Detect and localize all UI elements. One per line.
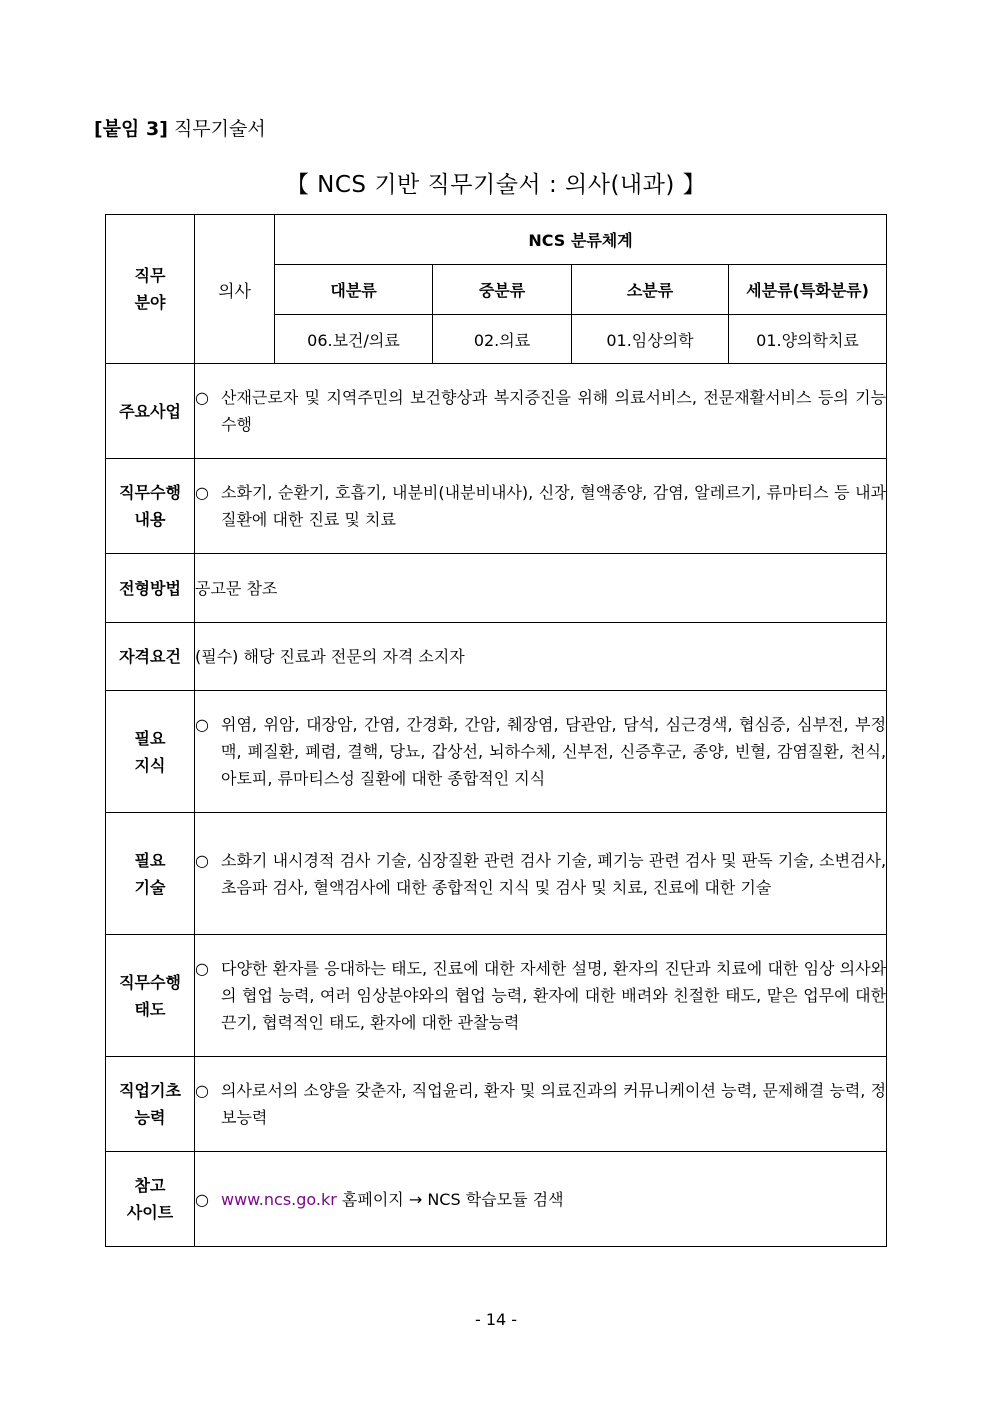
row-text: 소화기 내시경적 검사 기술, 심장질환 관련 검사 기술, 폐기능 관련 검사 및 판독 기술, 소변검사, 초음파 검사, 혈액검사에 대한 종합적인 지식 및 검사 및 치료, 진료에 대한 기술 <box>221 850 887 897</box>
job-description-table <box>105 214 887 1247</box>
val-detail: 01.양의학치료 <box>729 315 887 364</box>
bullet-icon: ○ <box>195 959 209 978</box>
table-row <box>106 623 887 691</box>
table-row <box>106 813 887 935</box>
table-row <box>106 1152 887 1247</box>
bullet-icon: ○ <box>195 483 209 502</box>
val-major: 06.보건/의료 <box>275 315 433 364</box>
bullet-icon: ○ <box>195 715 209 734</box>
row-content <box>195 1057 887 1152</box>
row-text: 소화기, 순환기, 호흡기, 내분비(내분비내사), 신장, 혈액종양, 감염, 알레르기, 류마티스 등 내과 질환에 대한 진료 및 치료 <box>221 483 887 529</box>
col-detail: 세분류(특화분류) <box>729 265 887 315</box>
bullet-icon: ○ <box>195 388 209 407</box>
row-label: 직무수행 태도 <box>106 935 195 1057</box>
row-text: 산재근로자 및 지역주민의 보건향상과 복지증진을 위해 의료서비스, 전문재활서비스 등의 기능 수행 <box>221 388 887 434</box>
table-row <box>106 364 887 459</box>
job-name: 의사 <box>195 215 275 364</box>
row-content <box>195 813 887 935</box>
bullet-icon: ○ <box>195 1189 209 1209</box>
document-title: 【 NCS 기반 직무기술서 : 의사(내과) 】 <box>285 172 707 198</box>
col-middle: 중분류 <box>433 265 572 315</box>
table-row <box>106 554 887 623</box>
row-label: 필요 지식 <box>106 691 195 813</box>
table-row <box>106 935 887 1057</box>
field-label: 직무 분야 <box>106 215 195 364</box>
ref-text: 홈페이지 → NCS 학습모듈 검색 <box>336 1189 564 1209</box>
row-label: 참고 사이트 <box>106 1152 195 1247</box>
ncs-site-link[interactable]: www.ncs.go.kr <box>221 1189 337 1209</box>
row-label: 주요사업 <box>106 364 195 459</box>
attachment-tag: [붙임 3] <box>94 118 168 140</box>
col-minor: 소분류 <box>572 265 729 315</box>
table-row <box>106 459 887 554</box>
row-content <box>195 935 887 1057</box>
table-row <box>106 691 887 813</box>
bullet-icon: ○ <box>195 1081 209 1100</box>
page-number: - 14 - <box>474 1310 518 1329</box>
val-middle: 02.의료 <box>433 315 572 364</box>
col-major: 대분류 <box>275 265 433 315</box>
row-label: 자격요건 <box>106 623 195 691</box>
row-content <box>195 459 887 554</box>
row-label: 전형방법 <box>106 554 195 623</box>
bullet-icon: ○ <box>195 850 209 870</box>
ncs-classification-title: NCS 분류체계 <box>275 215 887 265</box>
val-minor: 01.임상의학 <box>572 315 729 364</box>
row-text: 의사로서의 소양을 갖춘자, 직업윤리, 환자 및 의료진과의 커뮤니케이션 능력, 문제해결 능력, 정보능력 <box>221 1081 887 1127</box>
row-text: 위염, 위암, 대장암, 간염, 간경화, 간암, 췌장염, 담관암, 담석, 심근경색, 협심증, 심부전, 부정맥, 폐질환, 폐렴, 결핵, 당뇨, 갑상선, 뇌하수체, 신부전, 신증후군, 종양, 빈혈, 감염질환, 천식, 아토피, 류마티스성 질환에 대한 종합적인 지식 <box>221 715 887 788</box>
table-row <box>106 1057 887 1152</box>
row-content <box>195 691 887 813</box>
row-content <box>195 1152 887 1247</box>
row-text: 공고문 참조 <box>195 554 887 623</box>
row-label: 직업기초 능력 <box>106 1057 195 1152</box>
row-text: 다양한 환자를 응대하는 태도, 진료에 대한 자세한 설명, 환자의 진단과 치료에 대한 임상 의사와의 협업 능력, 여러 임상분야와의 협업 능력, 환자에 대한 배려와 친절한 태도, 맡은 업무에 대한 끈기, 협력적인 태도, 환자에 대한 관찰능력 <box>221 959 887 1032</box>
row-label: 직무수행 내용 <box>106 459 195 554</box>
attachment-title: 직무기술서 <box>173 118 266 140</box>
row-label: 필요 기술 <box>106 813 195 935</box>
row-content <box>195 364 887 459</box>
row-text: (필수) 해당 진료과 전문의 자격 소지자 <box>195 623 887 691</box>
attachment-heading <box>94 114 266 141</box>
